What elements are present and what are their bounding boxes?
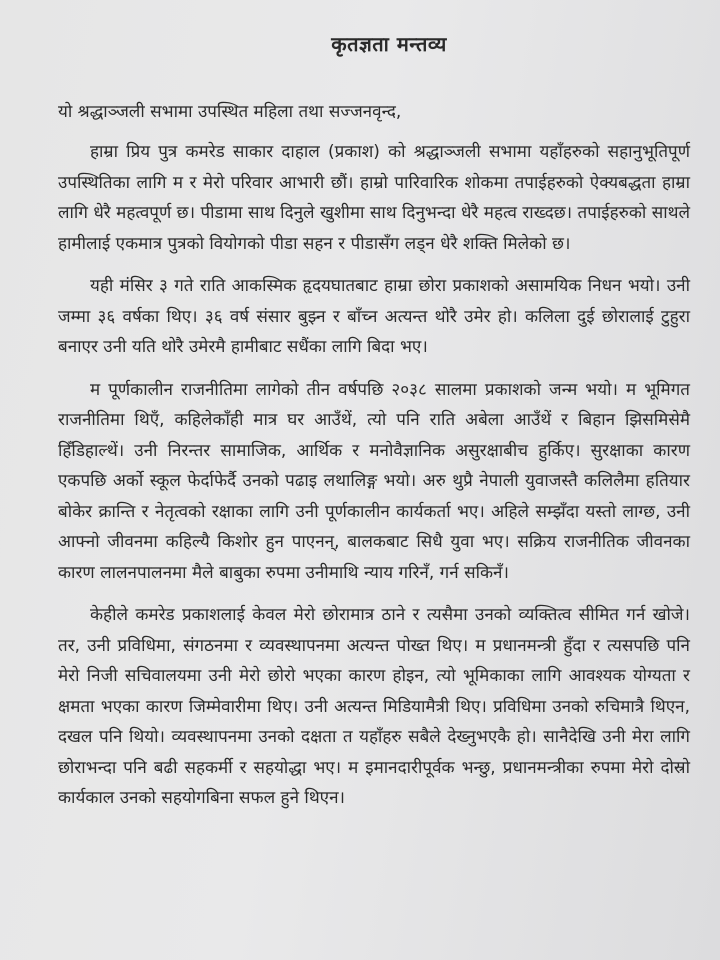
paragraph-sudden-death: यही मंसिर ३ गते राति आकस्मिक हृदयघातबाट हाम्रा छोरा प्रकाशको असामयिक निधन भयो। उनी जम्मा ३६ वर्षका थिए। ३६ वर्ष संसार बुझ्न र बाँच्न अत्यन्त थोरै उमेर हो। कलिला दुई छोरालाई टुहुरा बनाएर उनी यति थोरै उमेरमै हामीबाट सधैंका लागि बिदा भए। — [58, 276, 690, 357]
document-title: कृतज्ञता मन्तव्य — [331, 32, 447, 56]
salutation-line: यो श्रद्धाञ्जली सभामा उपस्थित महिला तथा सज्जनवृन्द, — [58, 102, 402, 122]
paragraph-capabilities: केहीले कमरेड प्रकाशलाई केवल मेरो छोरामात्र ठाने र त्यसैमा उनको व्यक्तित्व सीमित गर्न खोजे। तर, उनी प्रविधिमा, संगठनमा र व्यवस्थापनमा अत्यन्त पोख्त थिए। म प्रधानमन्त्री हुँदा र त्यसपछि पनि मेरो निजी सचिवालयमा उनी मेरो छोरो भएका कारण होइन, त्यो भूमिकाका लागि आवश्यक योग्यता र क्षमता भएका कारण जिम्मेवारीमा थिए। उनी अत्यन्त मिडियामैत्री थिए। प्रविधिमा उनको रुचिमात्रै थिएन, दखल पनि थियो। व्यवस्थापनमा उनको दक्षता त यहाँहरु सबैले देख्नुभएकै हो। सानैदेखि उनी मेरा लागि छोराभन्दा पनि बढी सहकर्मी र सहयोद्धा भए। म इमानदारीपूर्वक भन्छु, प्रधानमन्त्रीका रुपमा मेरो दोस्रो कार्यकाल उनको सहयोगबिना सफल हुने थिएन। — [58, 605, 690, 808]
paragraph-condolence-thanks: हाम्रा प्रिय पुत्र कमरेड साकार दाहाल (प्रकाश) को श्रद्धाञ्जली सभामा यहाँहरुको सहानुभूतिपूर्ण उपस्थितिका लागि म र मेरो परिवार आभारी छौं। हाम्रो पारिवारिक शोकमा तपाईहरुको ऐक्यबद्धता हाम्रा लागि धेरै महत्वपूर्ण छ। पीडामा साथ दिनुले खुशीमा साथ दिनुभन्दा धेरै महत्व राख्दछ। तपाईहरुको साथले हामीलाई एकमात्र पुत्रको वियोगको पीडा सहन र पीडासँग लड्न धेरै शक्ति मिलेको छ। — [58, 142, 690, 254]
paragraph-childhood: म पूर्णकालीन राजनीतिमा लागेको तीन वर्षपछि २०३८ सालमा प्रकाशको जन्म भयो। म भूमिगत राजनीतिमा थिएँ, कहिलेकाँही मात्र घर आउँथें, त्यो पनि राति अबेला आउँथें र बिहान झिसमिसेमै हिँडिहाल्थें। उनी निरन्तर सामाजिक, आर्थिक र मनोवैज्ञानिक असुरक्षाबीच हुर्किए। सुरक्षाका कारण एकपछि अर्को स्कूल फेर्दाफेर्दै उनको पढाइ लथालिङ्ग भयो। अरु थुप्रै नेपाली युवाजस्तै कलिलैमा हतियार बोकेर क्रान्ति र नेतृत्वको रक्षाका लागि उनी पूर्णकालीन कार्यकर्ता भए। अहिले सम्झँदा यस्तो लाग्छ, उनी आफ्नो जीवनमा कहिल्यै किशोर हुन पाएनन्, बालकबाट सिधै युवा भए। सक्रिय राजनीतिक जीवनका कारण लालनपालनमा मैले बाबुका रुपमा उनीमाथि न्याय गरिनँ, गर्न सकिनँ। — [58, 379, 690, 583]
